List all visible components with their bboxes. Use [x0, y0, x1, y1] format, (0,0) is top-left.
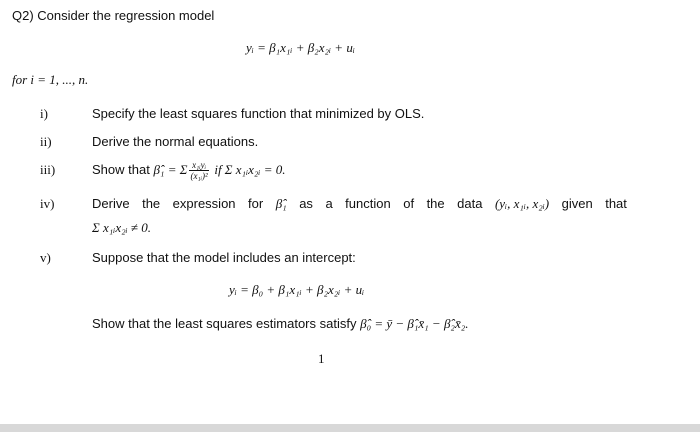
question-title: Q2) Consider the regression model: [12, 8, 215, 23]
item-3-condition: if Σ x₁ᵢx₂ᵢ = 0.: [214, 162, 286, 177]
item-text-1: Specify the least squares function that minimized by OLS.: [92, 106, 425, 121]
item-4-word: Derive: [92, 196, 130, 211]
item-3-prefix: Show that: [92, 162, 150, 177]
item-5-conclusion: [92, 316, 469, 332]
item-4-word: of: [403, 196, 415, 211]
item-5-conclusion-prefix: Show that the least squares estimators satisfy: [92, 316, 357, 331]
item-4-word: function: [345, 196, 391, 211]
item-3-fraction: [189, 160, 208, 181]
bottom-border: [0, 424, 700, 432]
item-text-3: [92, 158, 286, 182]
item-4-word: given: [561, 196, 593, 211]
item-number-2: ii): [40, 134, 52, 149]
item-number-3: iii): [40, 162, 56, 177]
item-text-2: Derive the normal equations.: [92, 134, 259, 149]
page-number: 1: [318, 351, 325, 366]
item-4-word: for: [248, 196, 264, 211]
item-3-fraction-numerator: x₁ᵢyᵢ: [189, 160, 208, 171]
index-range: for i = 1, ..., n.: [12, 72, 89, 87]
item-text-4: [92, 196, 627, 212]
item-4-word: that: [605, 196, 627, 211]
intercept-model-equation: yᵢ = β₀ + β₁x₁ᵢ + β₂x₂ᵢ + uᵢ: [229, 282, 365, 297]
item-4-word: a: [325, 196, 333, 211]
model-equation: yᵢ = β₁x₁ᵢ + β₂x₂ᵢ + uᵢ: [246, 40, 355, 55]
item-5-conclusion-math: β̂₀ = ȳ − β̂₁x̄₁ − β̂₂x̄₂.: [360, 316, 469, 331]
item-4-word: data: [457, 196, 483, 211]
item-4-condition: Σ x₁ᵢx₂ᵢ ≠ 0.: [92, 220, 152, 235]
item-3-lhs: β̂₁ = Σ: [153, 162, 188, 177]
item-number-4: iv): [40, 196, 55, 211]
item-4-word: expression: [172, 196, 236, 211]
item-3-fraction-denominator: (x₁ᵢ)²: [190, 171, 208, 182]
item-4-word: the: [142, 196, 161, 211]
item-4-word: β̂₁: [275, 196, 287, 211]
item-4-word: (yᵢ, x₁ᵢ, x₂ᵢ): [494, 196, 550, 211]
item-text-5: Suppose that the model includes an intercept:: [92, 250, 356, 265]
item-4-word: the: [426, 196, 445, 211]
item-4-word: as: [299, 196, 313, 211]
item-number-5: v): [40, 250, 51, 265]
item-number-1: i): [40, 106, 48, 121]
